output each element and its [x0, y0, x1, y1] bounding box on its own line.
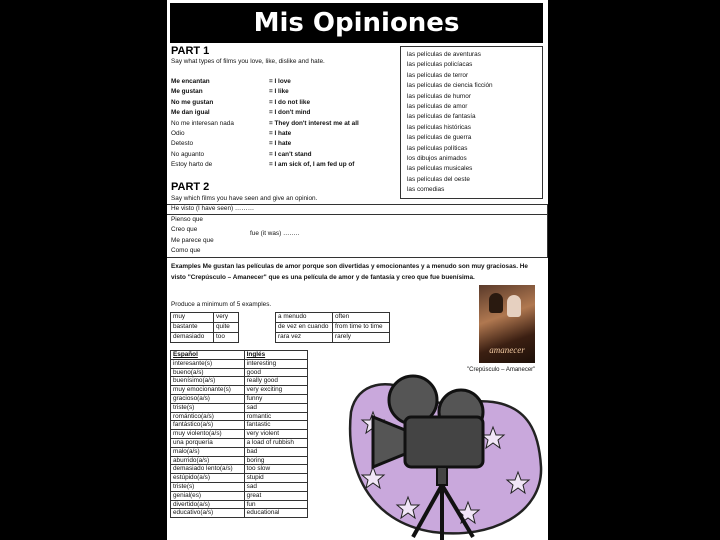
film-type-item: las películas de amor	[407, 103, 468, 111]
vocab-es: demasiado lento(a/s)	[171, 465, 245, 474]
vocab-en: good	[244, 368, 307, 377]
table-row	[171, 482, 308, 491]
vocab-en: interesting	[244, 359, 307, 368]
vocab-en: sad	[244, 403, 307, 412]
vocab-en: very exciting	[244, 386, 307, 395]
table-row	[171, 456, 308, 465]
vocab-en: really good	[244, 377, 307, 386]
opinion-row	[171, 129, 396, 139]
opinion-row	[171, 98, 396, 108]
poster-figure	[489, 293, 503, 313]
film-type-item: las películas de fantasía	[407, 113, 476, 121]
table-row	[171, 509, 308, 518]
table-row	[171, 491, 308, 500]
vocab-es: gracioso(a/s)	[171, 394, 245, 403]
table-row	[171, 333, 239, 343]
opinion-starter: Como que	[171, 247, 201, 255]
film-types-box	[400, 46, 543, 199]
divider	[547, 204, 548, 258]
opinion-en: = I hate	[269, 129, 292, 137]
film-type-item: las películas de ciencia ficción	[407, 82, 493, 90]
opinion-row	[171, 77, 396, 87]
he-visto-line: He visto (I have seen) ………	[171, 205, 255, 212]
page-title: Mis Opiniones	[170, 3, 543, 43]
divider	[167, 214, 548, 215]
divider	[167, 257, 548, 258]
fue-line: fue (it was) ……..	[250, 230, 300, 237]
frequency-es: de vez en cuando	[276, 323, 333, 333]
vocab-en: too slow	[244, 465, 307, 474]
worksheet	[167, 0, 548, 540]
opinion-es: Odio	[171, 129, 185, 137]
vocab-en: great	[244, 491, 307, 500]
frequency-es: rara vez	[276, 333, 333, 343]
frequency-es: a menudo	[276, 313, 333, 323]
opinion-en: = I love	[269, 78, 291, 85]
table-row	[171, 421, 308, 430]
vocab-es: muy emocionante(s)	[171, 386, 245, 395]
intensifier-es: bastante	[171, 323, 214, 333]
vocab-es: una porquería	[171, 438, 245, 447]
vocab-en: boring	[244, 456, 307, 465]
vocab-en: educational	[244, 509, 307, 518]
opinion-row	[171, 87, 396, 97]
table-row	[171, 430, 308, 439]
vocab-es: triste(s)	[171, 403, 245, 412]
opinion-es: No me interesan nada	[171, 119, 234, 127]
opinion-es: No me gustan	[171, 98, 214, 106]
table-row	[171, 474, 308, 483]
opinion-starter: Creo que	[171, 226, 198, 234]
frequency-en: from time to time	[333, 323, 390, 333]
vocab-es: aburrido(a/s)	[171, 456, 245, 465]
opinion-es: Me dan igual	[171, 109, 210, 117]
part1-heading: PART 1	[171, 45, 210, 57]
vocab-table	[170, 350, 308, 518]
film-type-item: las películas de terror	[407, 71, 469, 79]
vocab-es: bueno(a/s)	[171, 368, 245, 377]
table-row	[171, 465, 308, 474]
opinion-en: = I like	[269, 88, 289, 96]
vocab-en: sad	[244, 482, 307, 491]
table-row	[276, 333, 390, 343]
vocab-en: fun	[244, 500, 307, 509]
opinion-row	[171, 150, 396, 160]
film-type-item: las comedias	[407, 186, 445, 194]
opinion-row	[171, 119, 396, 129]
intensifier-table	[170, 312, 239, 343]
frequency-en: often	[333, 313, 390, 323]
film-type-item: las películas musicales	[407, 165, 473, 173]
intensifier-en: very	[214, 313, 239, 323]
film-type-item: las películas policíacas	[407, 61, 473, 69]
opinion-en: = I can't stand	[269, 150, 312, 158]
film-type-item: los dibujos animados	[407, 155, 467, 163]
vocab-es: buenísimo(a/s)	[171, 377, 245, 386]
opinion-en: = They don't interest me at all	[269, 119, 359, 127]
table-row	[171, 447, 308, 456]
vocab-header: Español	[171, 351, 245, 360]
poster-title: amanecer	[489, 345, 525, 355]
opinion-list	[171, 77, 396, 171]
vocab-en: a load of rubbish	[244, 438, 307, 447]
film-type-item: las películas de aventuras	[407, 51, 481, 58]
vocab-en: very violent	[244, 430, 307, 439]
opinion-es: Me encantan	[171, 78, 210, 85]
film-type-item: las películas de humor	[407, 92, 471, 100]
part1-instruction: Say what types of films you love, like, dislike and hate.	[171, 58, 325, 65]
vocab-en: stupid	[244, 474, 307, 483]
table-row	[171, 394, 308, 403]
opinion-row	[171, 139, 396, 149]
opinion-starter: Me parece que	[171, 236, 214, 244]
vocab-es: muy violento(a/s)	[171, 430, 245, 439]
vocab-es: triste(s)	[171, 482, 245, 491]
table-row	[171, 323, 239, 333]
vocab-en: bad	[244, 447, 307, 456]
intensifier-es: muy	[171, 313, 214, 323]
part2-instruction: Say which films you have seen and give an opinion.	[171, 195, 318, 202]
intensifier-en: quite	[214, 323, 239, 333]
opinion-es: No aguanto	[171, 150, 205, 158]
frequency-en: rarely	[333, 333, 390, 343]
vocab-header: Inglés	[244, 351, 307, 360]
example-paragraph: Examples Me gustan las películas de amor porque son divertidas y emocionantes y a menudo son muy graciosas. He visto "Crepúsculo – Amanecer" que es una película de amor y de fantasía y creo que fue buenísima.	[171, 263, 528, 281]
table-row	[276, 323, 390, 333]
opinion-en: = I hate	[269, 140, 292, 148]
vocab-en: fantastic	[244, 421, 307, 430]
vocab-es: romántico(a/s)	[171, 412, 245, 421]
vocab-es: fantástico(a/s)	[171, 421, 245, 430]
film-type-item: las películas históricas	[407, 123, 471, 131]
table-row	[171, 313, 239, 323]
intensifier-en: too	[214, 333, 239, 343]
vocab-es: genial(es)	[171, 491, 245, 500]
part2-heading: PART 2	[171, 181, 210, 193]
poster-figure	[507, 295, 521, 317]
table-row	[276, 313, 390, 323]
table-row	[171, 412, 308, 421]
table-row	[171, 438, 308, 447]
table-row	[171, 368, 308, 377]
poster-caption: "Crepúsculo – Amanecer"	[467, 367, 536, 373]
opinion-row	[171, 160, 396, 170]
film-type-item: las películas del oeste	[407, 175, 470, 183]
film-type-item: las películas políticas	[407, 144, 468, 152]
opinion-en: = I am sick of, I am fed up of	[269, 161, 355, 169]
film-type-item: las películas de guerra	[407, 134, 472, 142]
vocab-en: romantic	[244, 412, 307, 421]
opinion-starters	[171, 215, 214, 257]
produce-instruction: Produce a minimum of 5 examples.	[171, 301, 272, 308]
opinion-en: = I do not like	[269, 98, 311, 106]
frequency-table	[275, 312, 390, 343]
vocab-en: funny	[244, 394, 307, 403]
opinion-es: Estoy harto de	[171, 161, 213, 169]
vocab-es: divertido(a/s)	[171, 500, 245, 509]
film-camera-clipart	[343, 372, 548, 540]
vocab-es: interesante(s)	[171, 359, 245, 368]
table-header-row	[171, 351, 308, 360]
table-row	[171, 403, 308, 412]
vocab-es: malo(a/s)	[171, 447, 245, 456]
table-row	[171, 500, 308, 509]
opinion-row	[171, 108, 396, 118]
opinion-en: = I don't mind	[269, 109, 311, 117]
table-row	[171, 359, 308, 368]
vocab-es: educativo(a/s)	[171, 509, 245, 518]
opinion-es: Me gustan	[171, 88, 203, 96]
table-row	[171, 386, 308, 395]
intensifier-es: demasiado	[171, 333, 214, 343]
vocab-es: estúpido(a/s)	[171, 474, 245, 483]
table-row	[171, 377, 308, 386]
opinion-starter: Pienso que	[171, 216, 203, 223]
movie-poster	[479, 285, 535, 363]
opinion-es: Detesto	[171, 140, 194, 148]
